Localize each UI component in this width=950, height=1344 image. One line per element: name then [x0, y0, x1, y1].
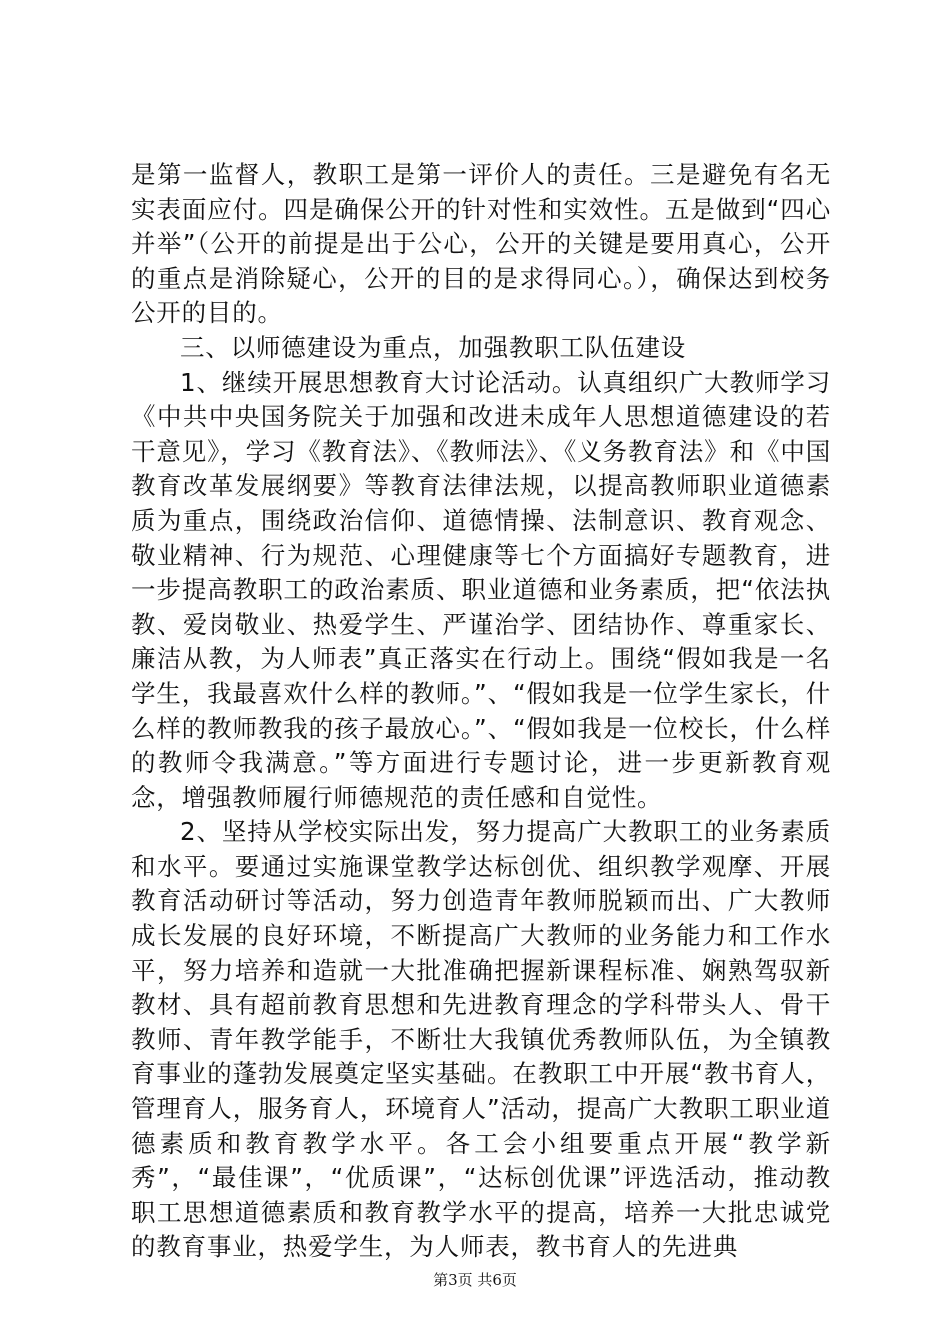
paragraph-continuation: 是第一监督人，教职工是第一评价人的责任。三是避免有名无实表面应付。四是确保公开的针对性和实效性。五是做到“四心并举”（公开的前提是出于公心，公开的关键是要用真心，公开的重点是消除疑心，公开的目的是求得同心。），确保达到校务公开的目的。: [131, 160, 831, 328]
paragraph-item-2: 2、坚持从学校实际出发，努力提高广大教职工的业务素质和水平。要通过实施课堂教学达标创优、组织教学观摩、开展教育活动研讨等活动，努力创造青年教师脱颖而出、广大教师成长发展的良好环境，不断提高广大教师的业务能力和工作水平，努力培养和造就一大批准确把握新课程标准、娴熟驾驭新教材、具有超前教育思想和先进教育理念的学科带头人、骨干教师、青年教学能手，不断壮大我镇优秀教师队伍，为全镇教育事业的蓬勃发展奠定坚实基础。在教职工中开展“教书育人，管理育人，服务育人，环境育人”活动，提高广大教职工职业道德素质和教育教学水平。各工会小组要重点开展“教学新秀”，“最佳课”，“优质课”，“达标创优课”评选活动，推动教职工思想道德素质和教育教学水平的提高，培养一大批忠诚党的教育事业，热爱学生，为人师表，教书育人的先进典: [131, 817, 831, 1262]
section-heading: 三、以师德建设为重点，加强教职工队伍建设: [180, 332, 686, 362]
document-body: [131, 158, 831, 1265]
page-number-footer: 第3页 共6页: [433, 1271, 517, 1289]
paragraph-item-1: 1、继续开展思想教育大讨论活动。认真组织广大教师学习《中共中央国务院关于加强和改进未成年人思想道德建设的若干意见》，学习《教育法》、《教师法》、《义务教育法》和《中国教育改革发展纲要》等教育法律法规，以提高教师职业道德素质为重点，围绕政治信仰、道德情操、法制意识、教育观念、敬业精神、行为规范、心理健康等七个方面搞好专题教育，进一步提高教职工的政治素质、职业道德和业务素质，把“依法执教、爱岗敬业、热爱学生、严谨治学、团结协作、尊重家长、廉洁从教，为人师表”真正落实在行动上。围绕“假如我是一名学生，我最喜欢什么样的教师。”、“假如我是一位学生家长，什么样的教师教我的孩子最放心。”、“假如我是一位校长，什么样的教师令我满意。”等方面进行专题讨论，进一步更新教育观念，增强教师履行师德规范的责任感和自觉性。: [131, 367, 831, 812]
